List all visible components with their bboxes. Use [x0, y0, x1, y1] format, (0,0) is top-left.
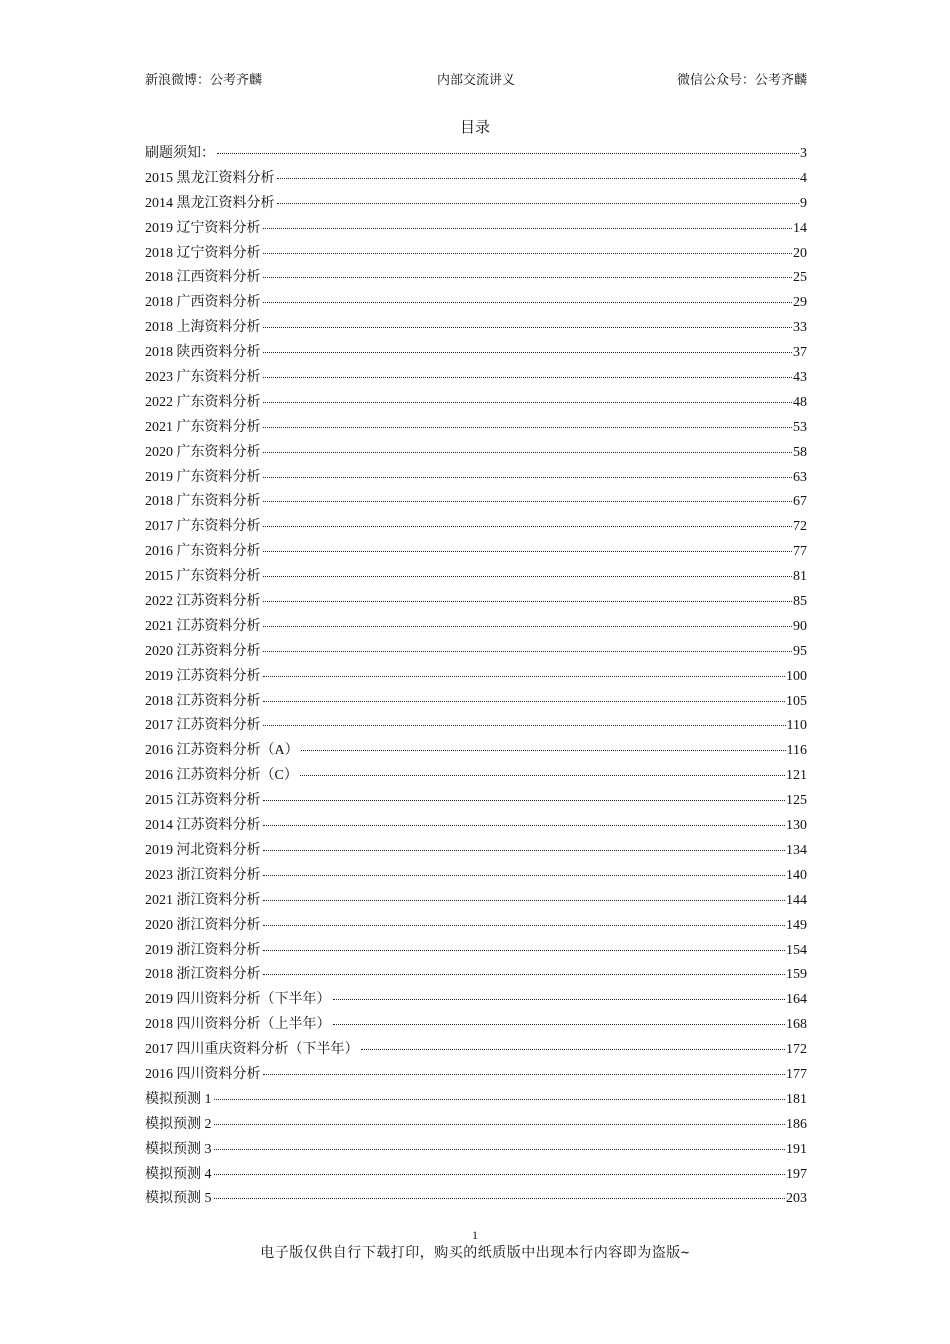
toc-dot-leader [263, 575, 793, 577]
toc-entry-label: 2019 浙江资料分析 [145, 942, 261, 958]
toc-dot-leader [361, 1048, 786, 1050]
toc-dot-leader [263, 326, 793, 328]
toc-entry-page: 164 [786, 992, 807, 1008]
toc-dot-leader [300, 774, 785, 776]
toc-entry-label: 模拟预测 1 [145, 1091, 212, 1107]
toc-entry[interactable] [145, 889, 807, 914]
toc-dot-leader [263, 799, 786, 801]
toc-entry[interactable] [145, 590, 807, 615]
toc-dot-leader [214, 1173, 786, 1175]
toc-entry-page: 110 [786, 718, 807, 734]
toc-entry[interactable] [145, 1038, 807, 1063]
toc-entry-label: 2017 江苏资料分析 [145, 718, 261, 734]
toc-entry[interactable] [145, 1138, 807, 1163]
toc-entry-page: 72 [793, 519, 807, 535]
toc-entry[interactable] [145, 665, 807, 690]
toc-entry[interactable] [145, 714, 807, 739]
toc-entry[interactable] [145, 839, 807, 864]
toc-entry-page: 121 [786, 768, 807, 784]
toc-entry-page: 159 [786, 967, 807, 983]
toc-entry-label: 模拟预测 5 [145, 1191, 212, 1207]
toc-entry-page: 168 [786, 1017, 807, 1033]
toc-dot-leader [263, 252, 793, 254]
toc-entry-page: 134 [786, 842, 807, 858]
toc-entry-page: 186 [786, 1116, 807, 1132]
toc-dot-leader [263, 401, 793, 403]
toc-entry-label: 2019 河北资料分析 [145, 842, 261, 858]
toc-entry[interactable] [145, 266, 807, 291]
toc-entry-label: 2022 广东资料分析 [145, 394, 261, 410]
toc-dot-leader [214, 1148, 786, 1150]
toc-entry-label: 2018 上海资料分析 [145, 320, 261, 336]
toc-entry[interactable] [145, 615, 807, 640]
toc-entry-page: 58 [793, 444, 807, 460]
toc-entry-label: 2016 四川资料分析 [145, 1066, 261, 1082]
toc-entry[interactable] [145, 939, 807, 964]
toc-entry[interactable] [145, 914, 807, 939]
toc-entry-label: 2020 江苏资料分析 [145, 643, 261, 659]
toc-entry[interactable] [145, 341, 807, 366]
toc-dot-leader [301, 749, 786, 751]
toc-entry[interactable] [145, 739, 807, 764]
toc-dot-leader [214, 1098, 786, 1100]
toc-entry-label: 2018 浙江资料分析 [145, 967, 261, 983]
page-number: 1 [472, 1228, 478, 1242]
toc-dot-leader [263, 426, 793, 428]
toc-dot-leader [277, 202, 800, 204]
toc-entry-label: 2018 陕西资料分析 [145, 345, 261, 361]
toc-dot-leader [263, 550, 793, 552]
toc-dot-leader [217, 152, 799, 154]
toc-dot-leader [263, 276, 793, 278]
toc-dot-leader [263, 451, 793, 453]
toc-entry-page: 144 [786, 892, 807, 908]
toc-entry-label: 2016 江苏资料分析（C） [145, 768, 298, 784]
header-weibo: 新浪微博：公考齐麟 [145, 72, 263, 87]
toc-entry[interactable] [145, 192, 807, 217]
toc-entry-label: 2018 广西资料分析 [145, 295, 261, 311]
toc-entry-page: 125 [786, 793, 807, 809]
toc-entry-label: 2018 辽宁资料分析 [145, 245, 261, 261]
toc-dot-leader [263, 973, 786, 975]
toc-entry-label: 2015 黑龙江资料分析 [145, 170, 275, 186]
toc-entry[interactable] [145, 1113, 807, 1138]
toc-entry[interactable] [145, 316, 807, 341]
toc-entry[interactable] [145, 764, 807, 789]
toc-entry-label: 2015 江苏资料分析 [145, 793, 261, 809]
toc-entry-label: 2020 广东资料分析 [145, 444, 261, 460]
toc-entry-label: 2018 四川资料分析（上半年） [145, 1017, 331, 1033]
toc-entry-label: 2019 江苏资料分析 [145, 668, 261, 684]
toc-entry-page: 37 [793, 345, 807, 361]
toc-entry[interactable] [145, 142, 807, 167]
toc-entry[interactable] [145, 242, 807, 267]
header-title: 内部交流讲义 [436, 72, 516, 87]
toc-dot-leader [263, 476, 793, 478]
toc-entry-page: 172 [786, 1042, 807, 1058]
toc-entry[interactable] [145, 1088, 807, 1113]
toc-entry-page: 149 [786, 917, 807, 933]
toc-entry-page: 67 [793, 494, 807, 510]
toc-entry-label: 2014 黑龙江资料分析 [145, 195, 275, 211]
toc-dot-leader [263, 700, 786, 702]
toc-entry-page: 14 [793, 220, 807, 236]
toc-dot-leader [263, 376, 793, 378]
toc-entry[interactable] [145, 814, 807, 839]
toc-entry-label: 2014 江苏资料分析 [145, 818, 261, 834]
toc-entry-page: 140 [786, 867, 807, 883]
toc-dot-leader [263, 500, 793, 502]
toc-dot-leader [263, 1073, 786, 1075]
toc-entry-label: 刷题须知： [145, 146, 215, 161]
toc-entry-page: 181 [786, 1091, 807, 1107]
toc-entry[interactable] [145, 217, 807, 242]
toc-entry[interactable] [145, 1013, 807, 1038]
toc-entry-page: 191 [786, 1141, 807, 1157]
toc-entry[interactable] [145, 540, 807, 565]
toc-entry[interactable] [145, 1163, 807, 1188]
toc-entry-label: 2022 江苏资料分析 [145, 594, 261, 610]
toc-entry-page: 63 [793, 469, 807, 485]
toc-entry-page: 177 [786, 1066, 807, 1082]
toc-dot-leader [263, 949, 786, 951]
toc-dot-leader [263, 600, 793, 602]
toc-entry-label: 2019 四川资料分析（下半年） [145, 992, 331, 1008]
toc-entry[interactable] [145, 565, 807, 590]
toc-entry-page: 25 [793, 270, 807, 286]
toc-entry-page: 81 [793, 569, 807, 585]
toc-entry-label: 2019 广东资料分析 [145, 469, 261, 485]
toc-entry-page: 3 [800, 146, 807, 161]
toc-dot-leader [263, 650, 793, 652]
toc-entry-label: 2023 广东资料分析 [145, 370, 261, 386]
toc-dot-leader [263, 525, 793, 527]
toc-entry-label: 2021 广东资料分析 [145, 419, 261, 435]
toc-entry-label: 2016 广东资料分析 [145, 544, 261, 560]
toc-entry-label: 2017 广东资料分析 [145, 519, 261, 535]
toc-entry[interactable] [145, 864, 807, 889]
toc-entry[interactable] [145, 366, 807, 391]
toc-entry-label: 2018 江西资料分析 [145, 270, 261, 286]
toc-list [145, 142, 807, 1212]
page-header [145, 70, 807, 90]
toc-entry[interactable] [145, 1187, 807, 1212]
toc-dot-leader [263, 351, 793, 353]
toc-entry-page: 203 [786, 1191, 807, 1207]
toc-entry[interactable] [145, 291, 807, 316]
toc-entry-page: 33 [793, 320, 807, 336]
toc-entry-page: 77 [793, 544, 807, 560]
toc-entry[interactable] [145, 466, 807, 491]
toc-entry-page: 197 [786, 1166, 807, 1182]
toc-dot-leader [263, 824, 786, 826]
toc-dot-leader [263, 675, 786, 677]
toc-entry[interactable] [145, 640, 807, 665]
toc-entry-page: 43 [793, 370, 807, 386]
toc-entry-page: 95 [793, 643, 807, 659]
toc-entry-page: 85 [793, 594, 807, 610]
toc-entry[interactable] [145, 789, 807, 814]
toc-entry[interactable] [145, 416, 807, 441]
toc-entry[interactable] [145, 690, 807, 715]
toc-dot-leader [263, 924, 786, 926]
toc-entry[interactable] [145, 988, 807, 1013]
toc-entry-page: 154 [786, 942, 807, 958]
toc-entry[interactable] [145, 167, 807, 192]
toc-dot-leader [333, 998, 786, 1000]
toc-dot-leader [214, 1123, 786, 1125]
toc-dot-leader [263, 899, 786, 901]
toc-entry[interactable] [145, 963, 807, 988]
toc-entry-label: 2018 江苏资料分析 [145, 693, 261, 709]
toc-entry[interactable] [145, 490, 807, 515]
toc-entry[interactable] [145, 441, 807, 466]
toc-entry-label: 模拟预测 2 [145, 1116, 212, 1132]
toc-entry-label: 2016 江苏资料分析（A） [145, 743, 299, 759]
toc-entry-label: 2019 辽宁资料分析 [145, 220, 261, 236]
toc-entry-label: 2023 浙江资料分析 [145, 867, 261, 883]
toc-entry-page: 20 [793, 245, 807, 261]
toc-entry-page: 100 [786, 668, 807, 684]
toc-dot-leader [263, 849, 786, 851]
toc-dot-leader [277, 177, 800, 179]
toc-entry-page: 90 [793, 618, 807, 634]
toc-entry[interactable] [145, 515, 807, 540]
toc-entry-page: 4 [800, 170, 807, 186]
toc-entry[interactable] [145, 1063, 807, 1088]
toc-entry-page: 9 [800, 195, 807, 211]
toc-title: 目录 [459, 120, 490, 136]
toc-entry-page: 105 [786, 693, 807, 709]
toc-entry-label: 2015 广东资料分析 [145, 569, 261, 585]
toc-entry-label: 2018 广东资料分析 [145, 494, 261, 510]
toc-entry-page: 130 [786, 818, 807, 834]
toc-entry-label: 2020 浙江资料分析 [145, 917, 261, 933]
toc-dot-leader [263, 301, 793, 303]
toc-entry-page: 116 [786, 743, 807, 759]
toc-entry-label: 2017 四川重庆资料分析（下半年） [145, 1042, 359, 1058]
toc-entry-page: 29 [793, 295, 807, 311]
toc-entry-page: 48 [793, 394, 807, 410]
toc-entry[interactable] [145, 391, 807, 416]
toc-dot-leader [263, 227, 793, 229]
toc-entry-label: 模拟预测 4 [145, 1166, 212, 1182]
toc-dot-leader [214, 1197, 786, 1199]
toc-dot-leader [333, 1023, 786, 1025]
toc-entry-label: 2021 江苏资料分析 [145, 618, 261, 634]
toc-entry-page: 53 [793, 419, 807, 435]
toc-dot-leader [263, 874, 786, 876]
footer-notice: 电子版仅供自行下载打印，购买的纸质版中出现本行内容即为盗版~ [260, 1245, 690, 1261]
toc-entry-label: 模拟预测 3 [145, 1141, 212, 1157]
toc-dot-leader [263, 724, 786, 726]
toc-entry-label: 2021 浙江资料分析 [145, 892, 261, 908]
header-wechat: 微信公众号：公考齐麟 [676, 72, 807, 87]
toc-dot-leader [263, 625, 793, 627]
